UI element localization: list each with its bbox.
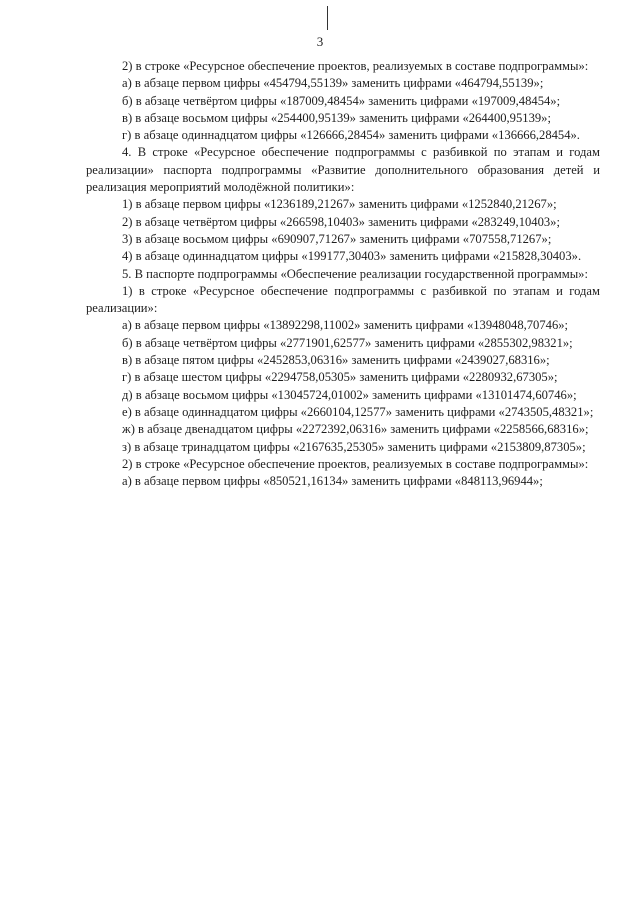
page-number: 3 xyxy=(316,34,324,49)
scan-artifact-line xyxy=(327,6,328,30)
paragraph: б) в абзаце четвёртом цифры «2771901,62577» заменить цифрами «2855302,98321»; xyxy=(122,335,573,350)
paragraph: 5. В паспорте подпрограммы «Обеспечение реализации государственной программы»: xyxy=(122,266,588,281)
paragraph: 3) в абзаце восьмом цифры «690907,71267» заменить цифрами «707558,71267»; xyxy=(122,231,552,246)
paragraph: 2) в строке «Ресурсное обеспечение проектов, реализуемых в составе подпрограммы»: xyxy=(122,456,589,471)
paragraph: 1) в абзаце первом цифры «1236189,21267» заменить цифрами «1252840,21267»; xyxy=(122,197,557,212)
paragraph: а) в абзаце первом цифры «454794,55139» заменить цифрами «464794,55139»; xyxy=(122,76,544,91)
paragraph: д) в абзаце восьмом цифры «13045724,01002» заменить цифрами «13101474,60746»; xyxy=(122,387,577,402)
paragraph: г) в абзаце одиннадцатом цифры «126666,28454» заменить цифрами «136666,28454». xyxy=(122,128,580,143)
paragraph: ж) в абзаце двенадцатом цифры «2272392,06316» заменить цифрами «2258566,68316»; xyxy=(122,422,589,437)
paragraph: б) в абзаце четвёртом цифры «187009,48454» заменить цифрами «197009,48454»; xyxy=(122,93,561,108)
paragraph: г) в абзаце шестом цифры «2294758,05305» заменить цифрами «2280932,67305»; xyxy=(122,370,558,385)
paragraph: в) в абзаце пятом цифры «2452853,06316» заменить цифрами «2439027,68316»; xyxy=(122,353,550,368)
paragraph: 2) в абзаце четвёртом цифры «266598,10403» заменить цифрами «283249,10403»; xyxy=(122,214,560,229)
paragraph: 4. В строке «Ресурсное обеспечение подпрограммы с разбивкой по этапам и годам реализации» паспорта подпрограммы «Развитие дополнительного образования детей и реализация мероприятий молодёжной политики»: xyxy=(86,145,600,195)
document-body xyxy=(86,58,600,490)
paragraph: е) в абзаце одиннадцатом цифры «2660104,12577» заменить цифрами «2743505,48321»; xyxy=(122,404,594,419)
paragraph: в) в абзаце восьмом цифры «254400,95139» заменить цифрами «264400,95139»; xyxy=(122,110,551,125)
paragraph: а) в абзаце первом цифры «13892298,11002» заменить цифрами «13948048,70746»; xyxy=(122,318,569,333)
paragraph: 1) в строке «Ресурсное обеспечение подпрограммы с разбивкой по этапам и годам реализации»: xyxy=(86,283,600,316)
paragraph: 4) в абзаце одиннадцатом цифры «199177,30403» заменить цифрами «215828,30403». xyxy=(122,249,582,264)
paragraph: а) в абзаце первом цифры «850521,16134» заменить цифрами «848113,96944»; xyxy=(122,474,543,489)
paragraph: 2) в строке «Ресурсное обеспечение проектов, реализуемых в составе подпрограммы»: xyxy=(122,59,589,73)
paragraph: з) в абзаце тринадцатом цифры «2167635,25305» заменить цифрами «2153809,87305»; xyxy=(122,439,586,454)
